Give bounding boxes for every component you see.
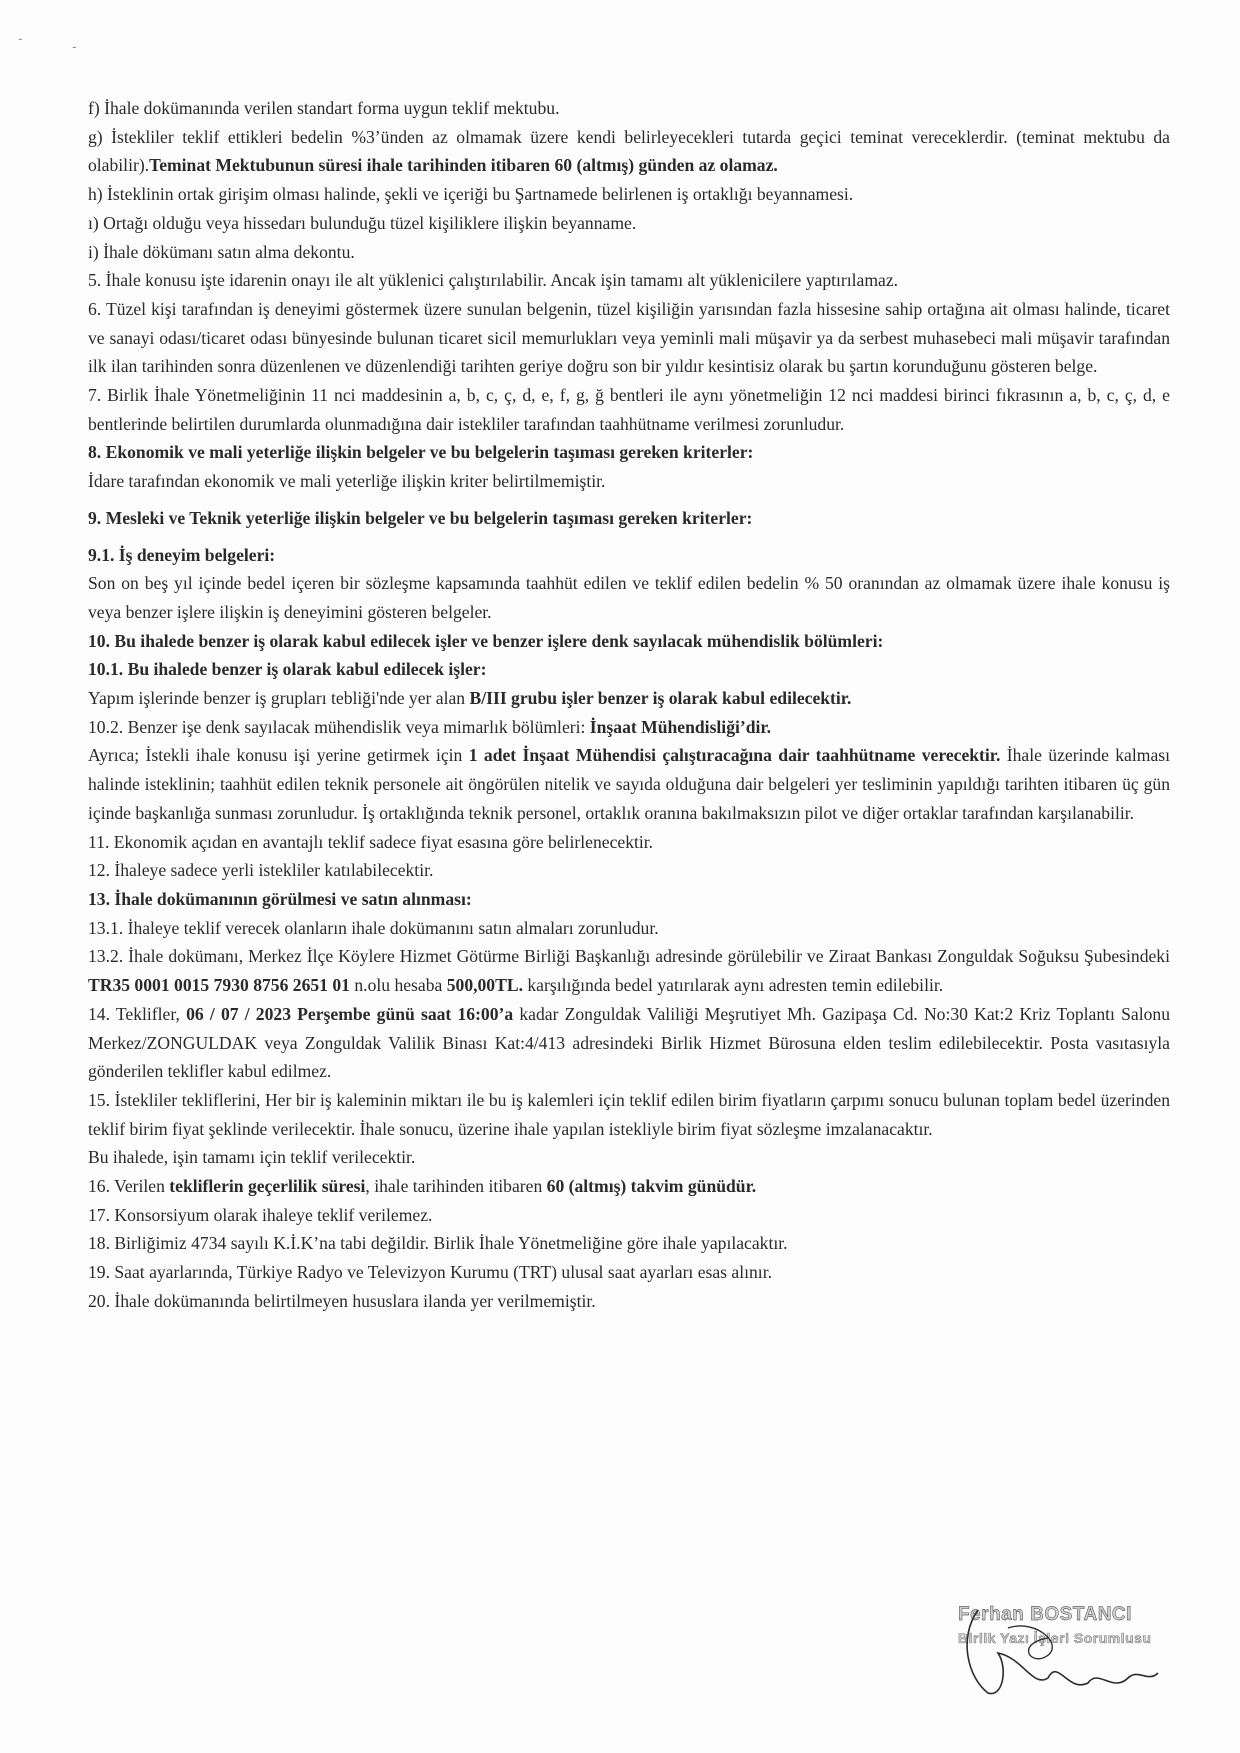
section-7: 7. Birlik İhale Yönetmeliğinin 11 nci maddesinin a, b, c, ç, d, e, f, g, ğ bentleri ile aynı yönetmeliğin 12 nci maddesi birinci fıkrasının a, b, c, ç, d, e bentlerinde belirtilen durumlarda olunmadığına dair istekliler tarafından taahhütname verilmesi zorunludur. xyxy=(88,385,1170,434)
section-8-heading: 8. Ekonomik ve mali yeterliğe ilişkin belgeler ve bu belgelerin taşıması gereken kriterler: xyxy=(88,442,754,463)
signatory-title: Birlik Yazı İşleri Sorumlusu xyxy=(958,1630,1152,1646)
section-9-heading: 9. Mesleki ve Teknik yeterliğe ilişkin belgeler ve bu belgelerin taşıması gereken kriterler: xyxy=(88,507,753,528)
section-10-2: 10.2. Benzer işe denk sayılacak mühendislik veya mimarlık bölümleri: İnşaat Mühendisliği’dir. xyxy=(88,716,771,737)
item-i-dotless: ı) Ortağı olduğu veya hissedarı bulunduğu tüzel kişiliklere ilişkin beyanname. xyxy=(88,212,637,233)
section-10-1-body: Yapım işlerinde benzer iş grupları tebliği'nde yer alan B/III grubu işler benzer iş olarak kabul edilecektir. xyxy=(88,688,852,709)
section-10-ayrica: Ayrıca; İstekli ihale konusu işi yerine getirmek için 1 adet İnşaat Mühendisi çalıştıracağına dair taahhütname verecektir. İhale üzerinde kalması halinde isteklinin; taahhüt edilen teknik personele ait öngörülen nitelik ve sayıda olduğuna dair belgeleri yer tesliminin yapıldığı tarihten itibaren üç gün içinde başkanlığa sunması zorunludur. İş ortaklığında teknik personel, ortaklık oranına bakılmaksızın pilot ve diğer ortaklar tarafından karşılanabilir. xyxy=(88,745,1170,823)
item-f: f) İhale dokümanında verilen standart forma uygun teklif mektubu. xyxy=(88,98,560,118)
document-body xyxy=(88,94,1170,1316)
scan-mark: - xyxy=(72,38,77,54)
section-9-1-heading: 9.1. İş deneyim belgeleri: xyxy=(88,544,276,565)
section-9-1-body: Son on beş yıl içinde bedel içeren bir sözleşme kapsamında taahhüt edilen ve teklif edilen bedelin % 50 oranından az olmamak üzere ihale konusu iş veya benzer işlere ilişkin iş deneyimini gösteren belgeler. xyxy=(88,573,1170,622)
signatory-name: Ferhan BOSTANCI xyxy=(958,1604,1132,1625)
section-15: 15. İstekliler tekliflerini, Her bir iş kaleminin miktarı ile bu iş kalemleri için teklif edilen birim fiyatların çarpımı sonucu bulunan toplam bedel üzerinden teklif birim fiyat şeklinde verilecektir. İhale sonucu, üzerine ihale yapılan istekliyle birim fiyat sözleşme imzalanacaktır. xyxy=(88,1089,1170,1139)
section-12: 12. İhaleye sadece yerli istekliler katılabilecektir. xyxy=(88,860,434,881)
section-15-note: Bu ihalede, işin tamamı için teklif verilecektir. xyxy=(88,1147,416,1168)
section-13-heading: 13. İhale dokümanının görülmesi ve satın alınması: xyxy=(88,888,472,909)
item-h: h) İsteklinin ortak girişim olması halinde, şekli ve içeriği bu Şartnamede belirlenen iş ortaklığı beyannamesi. xyxy=(88,184,854,205)
section-13-1: 13.1. İhaleye teklif verecek olanların ihale dokümanını satın almaları zorunludur. xyxy=(88,917,659,938)
section-18: 18. Birliğimiz 4734 sayılı K.İ.K’na tabi değildir. Birlik İhale Yönetmeliğine göre ihale yapılacaktır. xyxy=(88,1233,788,1254)
handwritten-signature xyxy=(948,1598,1168,1708)
section-11: 11. Ekonomik açıdan en avantajlı teklif sadece fiyat esasına göre belirlenecektir. xyxy=(88,831,654,852)
section-14: 14. Teklifler, 06 / 07 / 2023 Perşembe günü saat 16:00’a kadar Zonguldak Valiliği Meşrutiyet Mh. Gazipaşa Cd. No:30 Kat:2 Kriz Toplantı Salonu Merkez/ZONGULDAK veya Zonguldak Valilik Binası Kat:4/413 adresindeki Birlik Hizmet Bürosuna elden teslim edilebilecektir. Posta vasıtasıyla gönderilen teklifler kabul edilmez. xyxy=(88,1003,1170,1082)
section-10-heading: 10. Bu ihalede benzer iş olarak kabul edilecek işler ve benzer işlere denk sayılacak mühendislik bölümleri: xyxy=(88,630,884,651)
section-6: 6. Tüzel kişi tarafından iş deneyimi göstermek üzere sunulan belgenin, tüzel kişiliğin yarısından fazla hissesine sahip ortağına ait olması halinde, ticaret ve sanayi odası/ticaret odası bünyesinde bulunan ticaret sicil memurlukları veya yeminli mali müşavir ya da serbest muhasebeci mali müşavir tarafından ilk ilan tarihinden sonra düzenlenen ve düzenlendiği tarihten geriye doğru son bir yıldır kesintisiz olarak bu şartın korunduğunu gösteren belge. xyxy=(88,298,1170,377)
section-16: 16. Verilen tekliflerin geçerlilik süresi, ihale tarihinden itibaren 60 (altmış) takvim günüdür. xyxy=(88,1176,757,1197)
section-20: 20. İhale dokümanında belirtilmeyen hususlara ilanda yer verilmemiştir. xyxy=(88,1290,596,1311)
section-17: 17. Konsorsiyum olarak ihaleye teklif verilemez. xyxy=(88,1204,433,1225)
item-i: i) İhale dökümanı satın alma dekontu. xyxy=(88,241,355,262)
signature-stamp xyxy=(948,1598,1168,1708)
item-g: g) İstekliler teklif ettikleri bedelin %3’ünden az olmamak üzere kendi belirleyecekleri tutarda geçici teminat vereceklerdir. (teminat mektubu da olabilir).Teminat Mektubunun süresi ihale tarihinden itibaren 60 (altmış) günden az olamaz. xyxy=(88,126,1170,176)
section-8-body: İdare tarafından ekonomik ve mali yeterliğe ilişkin kriter belirtilmemiştir. xyxy=(88,471,606,492)
section-10-1-heading: 10.1. Bu ihalede benzer iş olarak kabul edilecek işler: xyxy=(88,659,487,680)
section-5: 5. İhale konusu işte idarenin onayı ile alt yüklenici çalıştırılabilir. Ancak işin tamamı alt yüklenicilere yaptırılamaz. xyxy=(88,270,899,291)
section-13-2: 13.2. İhale dokümanı, Merkez İlçe Köylere Hizmet Götürme Birliği Başkanlığı adresinde görülebilir ve Ziraat Bankası Zonguldak Soğuksu Şubesindeki TR35 0001 0015 7930 8756 2651 01 n.olu hesaba 500,00TL. karşılığında bedel yatırılarak aynı adresten temin edilebilir. xyxy=(88,946,1170,996)
scan-mark: - xyxy=(18,30,23,46)
section-19: 19. Saat ayarlarında, Türkiye Radyo ve Televizyon Kurumu (TRT) ulusal saat ayarları esas alınır. xyxy=(88,1262,772,1283)
